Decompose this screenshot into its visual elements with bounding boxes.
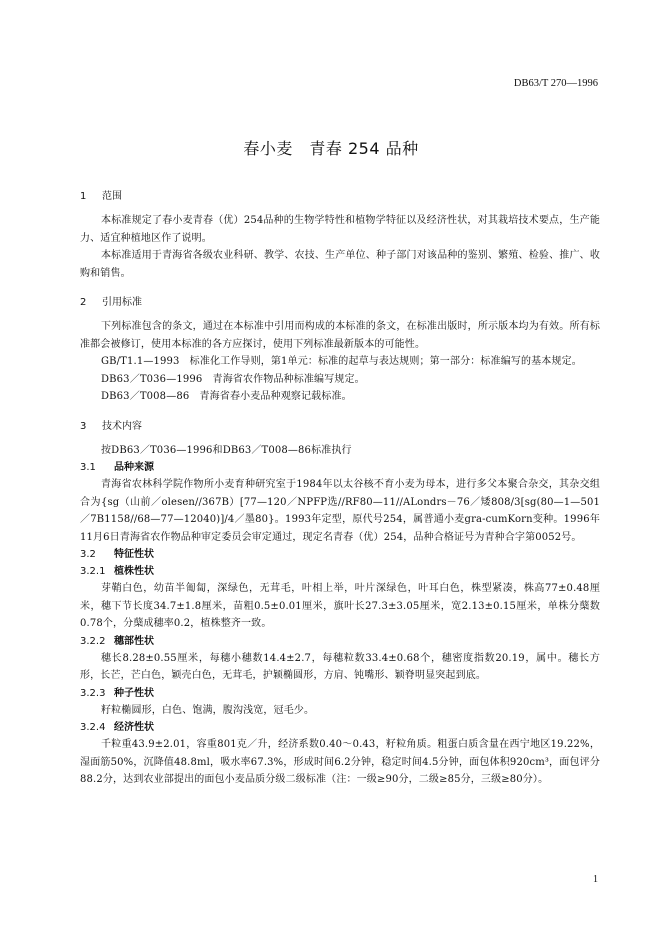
section-title: 引用标准 <box>102 297 142 308</box>
section-number: 2 <box>80 297 87 308</box>
document-body <box>80 188 600 789</box>
subsection-number: 3.2.4 <box>80 722 106 733</box>
subsection-title: 品种来源 <box>114 462 154 473</box>
section-heading-scope <box>80 188 600 205</box>
reference-item: GB/T1.1—1993 标准化工作导则，第1单元：标准的起草与表达规则；第一部分：标准编写的基本规定。 <box>101 356 582 367</box>
subsection-heading-seed <box>80 685 600 702</box>
section-heading-references <box>80 294 600 311</box>
reference-item: DB63／T008—86 青海省春小麦品种观察记载标准。 <box>101 391 352 402</box>
subsection-number: 3.2.2 <box>80 635 106 647</box>
subsection-title: 经济性状 <box>114 722 154 733</box>
subsection-heading-economic <box>80 719 600 736</box>
subsection-heading-origin <box>80 459 600 476</box>
subsection-heading-spike <box>80 633 600 650</box>
subsection-number: 3.2 <box>80 549 96 560</box>
paragraph: 穗长8.28±0.55厘米，每穗小穗数14.4±2.7，每穗粒数33.4±0.68个，穗密度指数20.19，属中。穗长方形，长芒，芒白色，颖壳白色，无茸毛，护颖椭圆形，方肩、钝嘴形、颖脊明显突起到底。 <box>80 652 600 681</box>
subsection-number: 3.2.3 <box>80 687 106 699</box>
section-heading-technical <box>80 418 600 435</box>
page-title: 春小麦 青春 254 品种 <box>243 139 419 158</box>
subsection-heading-traits <box>80 546 600 563</box>
document-number: DB63/T 270—1996 <box>513 78 598 89</box>
paragraph: 本标准规定了春小麦青春（优）254品种的生物学特性和植物学特征以及经济性状，对其栽培技术要点，生产能力、适宜种植地区作了说明。 <box>80 215 600 244</box>
section-title: 技术内容 <box>102 420 142 432</box>
paragraph: 青海省农林科学院作物所小麦育种研究室于1984年以太谷核不育小麦为母本，进行多父本聚合杂交，其杂交组合为{sg（山前／olesen//367B）[77—120／NPFP选//RF80—11//ALondrs－76／矮808/3[sg(80—1—501／7B1158//68—77—12040)]/4／墨80}。1993年定型，原代号254，属普通小麦gra-cumKorn变种。1996年11月6日青海省农作物品种审定委员会审定通过，现定名青春（优）254，品种合格证号为青种合字第0052号。 <box>80 479 600 543</box>
subsection-title: 种子性状 <box>114 687 154 699</box>
subsection-heading-plant <box>80 563 600 580</box>
subsection-title: 穗部性状 <box>114 635 154 647</box>
paragraph: 本标准适用于青海省各级农业科研、教学、农技、生产单位、种子部门对该品种的鉴别、繁殖、检验、推广、收购和销售。 <box>80 250 600 279</box>
subsection-number: 3.1 <box>80 462 96 473</box>
page-number: 1 <box>593 874 598 885</box>
paragraph: 千粒重43.9±2.01，容重801克／升，经济系数0.40～0.43，籽粒角质。粗蛋白质含量在西宁地区19.22%，湿面筋50%，沉降值48.8ml，吸水率67.3%，形成时间6.2分钟，稳定时间4.5分钟，面包体积920cm³，面包评分88.2分，达到农业部提出的面包小麦品质分级二级标准（注：一级≥90分，二级≥85分，三级≥80分）。 <box>80 739 600 785</box>
subsection-title: 植株性状 <box>114 566 154 577</box>
paragraph: 芽鞘白色，幼苗半匍匐，深绿色，无茸毛，叶相上举，叶片深绿色，叶耳白色，株型紧凑，株高77±0.48厘米，穗下节长度34.7±1.8厘米，苗粗0.5±0.01厘米，旗叶长27.3±3.05厘米，宽2.13±0.15厘米，单株分蘖数0.78个，分蘖成穗率0.2，植株整齐一致。 <box>80 583 600 629</box>
subsection-number: 3.2.1 <box>80 566 106 577</box>
paragraph: 按DB63／T036—1996和DB63／T008—86标准执行 <box>101 444 352 456</box>
section-title: 范围 <box>102 191 122 202</box>
subsection-title: 特征性状 <box>114 549 154 560</box>
paragraph: 下列标准包含的条文，通过在本标准中引用而构成的本标准的条文，在标准出版时，所示版本均为有效。所有标准都会被修订，使用本标准的各方应探讨，使用下列标准最新版本的可能性。 <box>80 321 600 350</box>
reference-item: DB63／T036—1996 青海省农作物品种标准编写规定。 <box>101 373 365 385</box>
section-number: 3 <box>80 420 87 432</box>
paragraph: 籽粒椭圆形，白色、饱满，腹沟浅宽，冠毛少。 <box>101 704 315 716</box>
section-number: 1 <box>80 191 87 202</box>
